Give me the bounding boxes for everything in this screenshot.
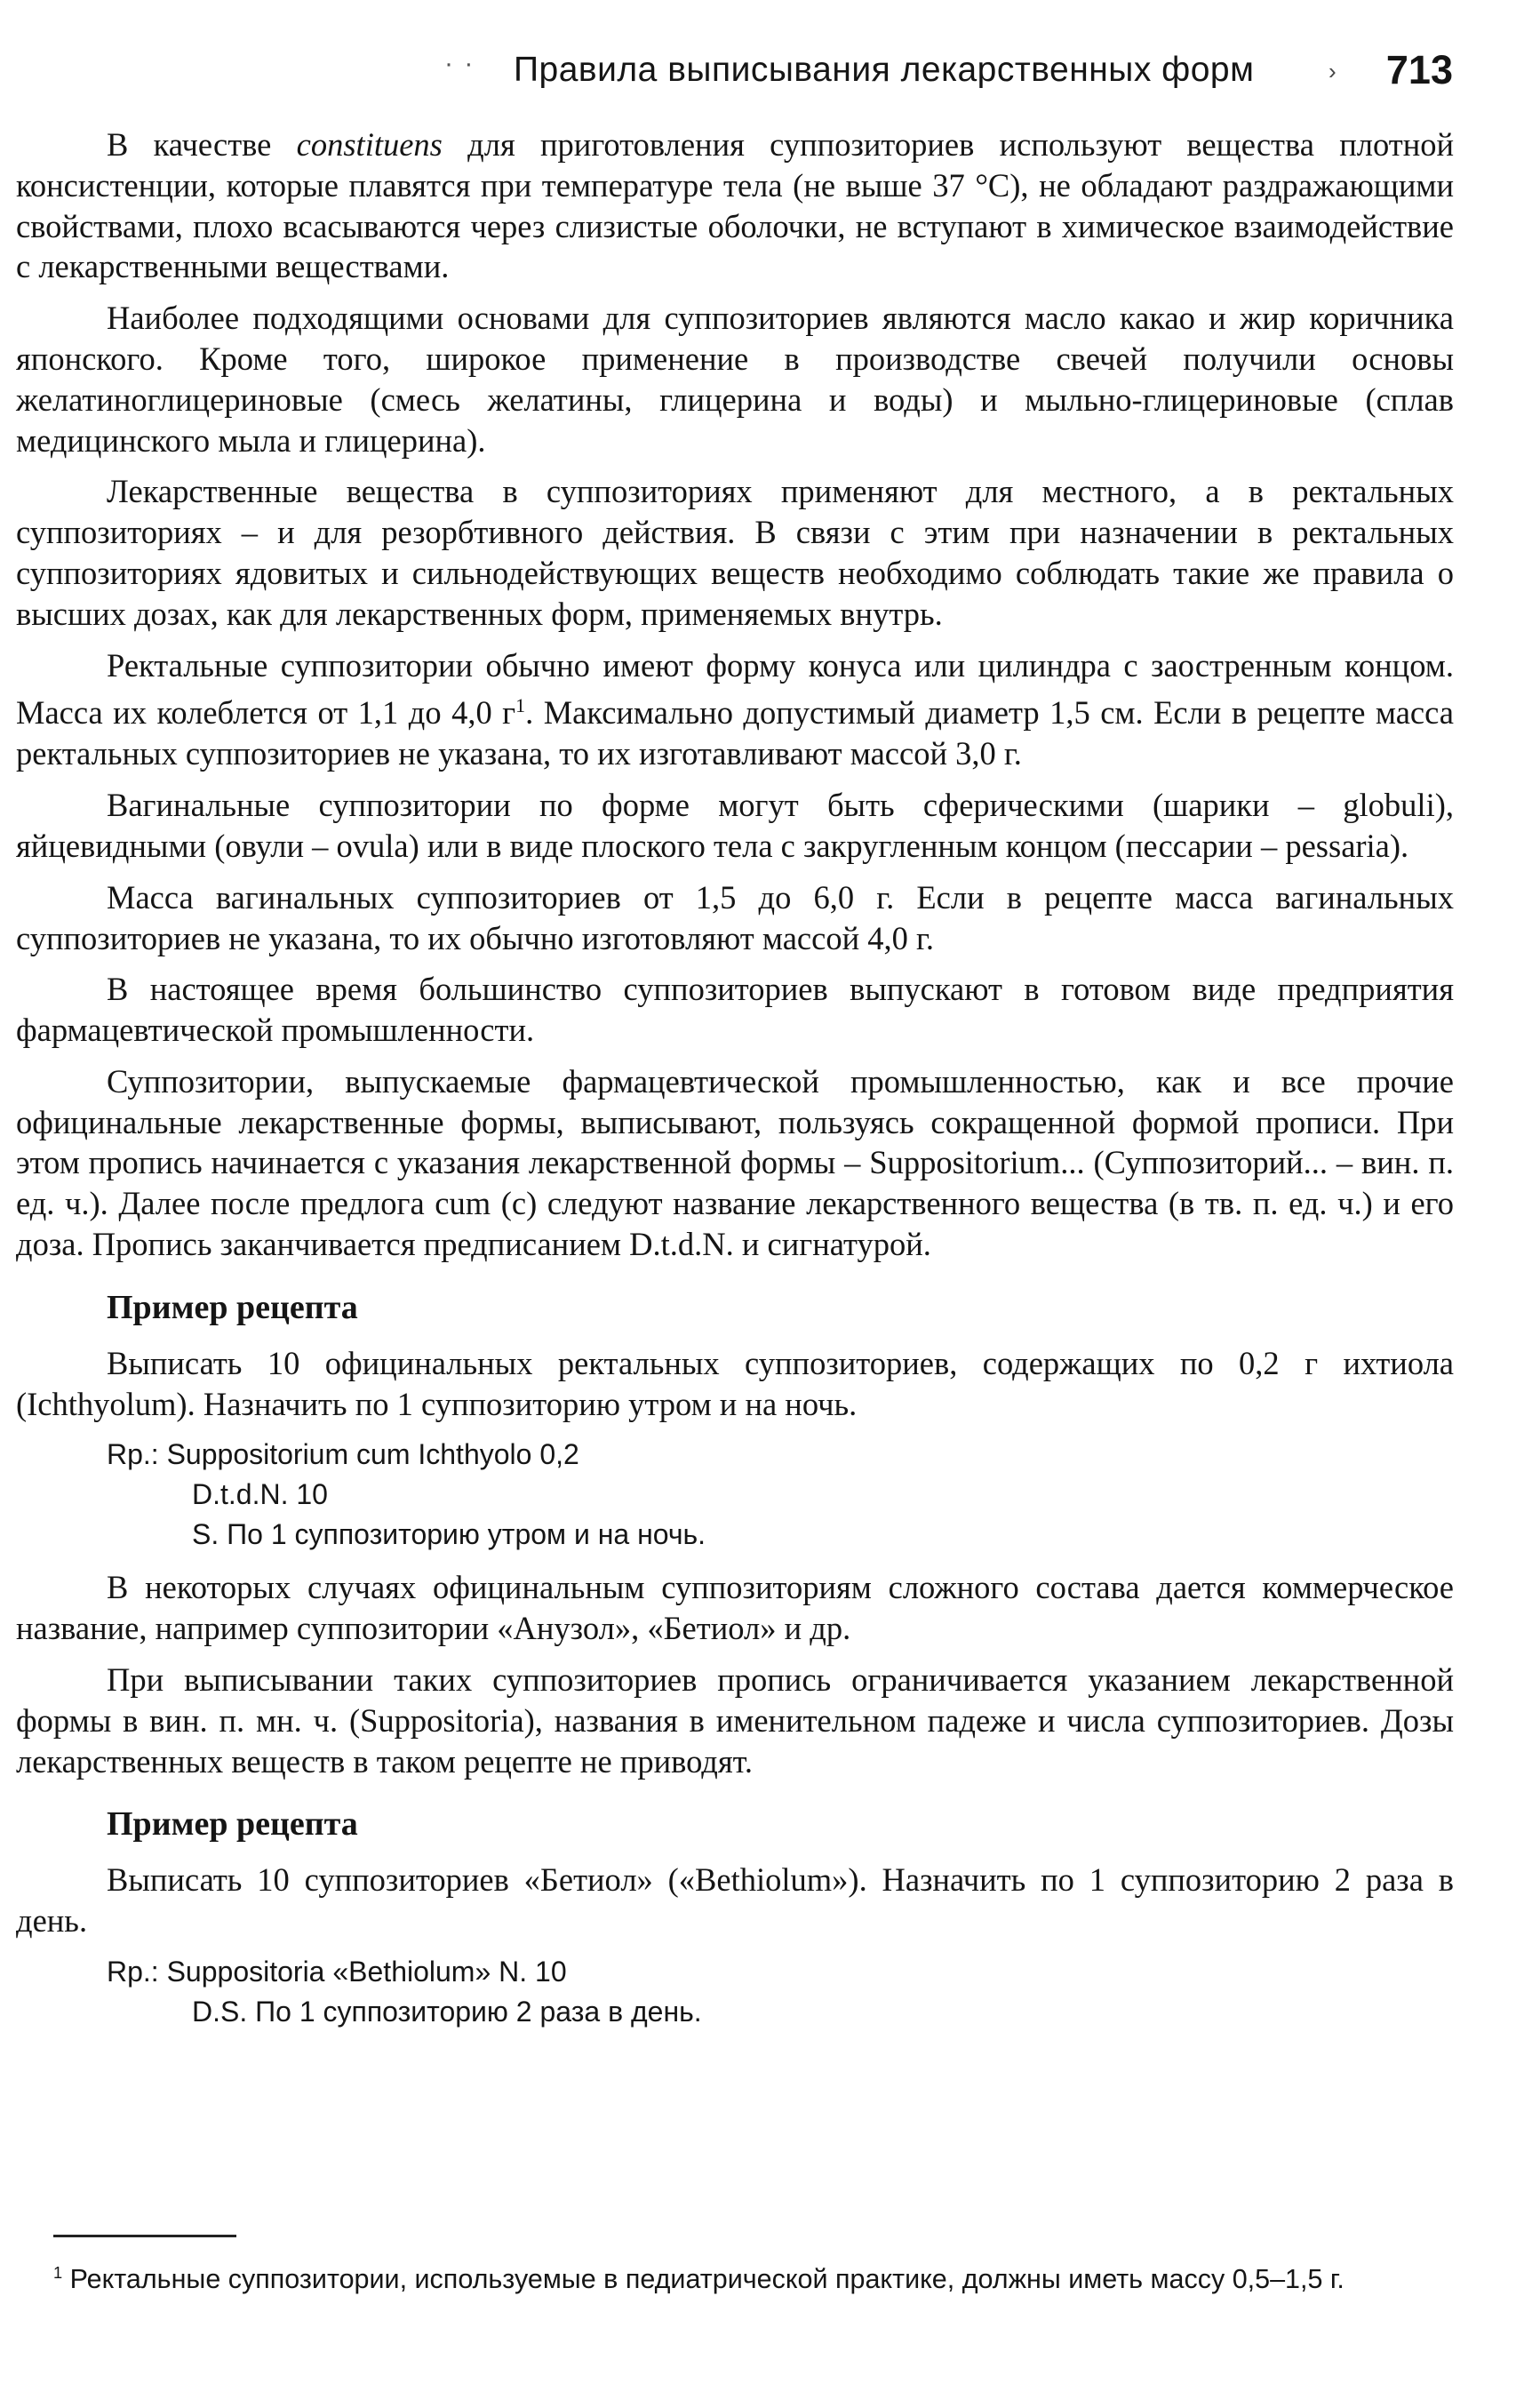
example-heading-1: Пример рецепта (107, 1288, 358, 1326)
recipe-line: D.S. По 1 суппозиторию 2 раза в день. (192, 1996, 702, 2028)
page-number: 713 (1385, 47, 1453, 92)
paragraph-action: Лекарственные вещества в суппозиториях применяют для местного, а в ректальных суппозиториях – и для резорбтивного действия. В связи с этим при назначении в ректальных суппозиториях ядовитых и сильнодействующих веществ необходимо соблюдать такие же правила о высших дозах, как для лекарственных форм, применяемых внутрь. (16, 473, 1454, 632)
recipe-1 (107, 1435, 1454, 1555)
recipe-line: Rp.: Suppositorium cum Ichthyolo 0,2 (107, 1438, 579, 1471)
paragraph-text: . Максимально допустимый диаметр 1,5 см. Если в рецепте масса ректальных суппозиториев не указана, то их изготавливают массой 3,0 г. (16, 694, 1454, 772)
paragraph-bases: Наиболее подходящими основами для суппозиториев являются масло какао и жир коричника японского. Кроме того, широкое применение в производстве свечей получили основы желатиноглицериновые (смесь желатины, глицерина и воды) и мыльно-глицериновые (сплав медицинского мыла и глицерина). (16, 300, 1454, 459)
paragraph-text: для приготовления суппозиториев используют вещества плотной консистенции, которые плавятся при температуре тела (не выше 37 °C), не обладают раздражающими свойствами, плохо всасываются через слизистые оболочки, не вступают в химическое взаимодействие с лекарственными веществами. (16, 126, 1455, 285)
footnote-divider (53, 2235, 236, 2237)
latin-term: constituens (296, 126, 443, 163)
recipe-line: S. По 1 суппозиторию утром и на ночь. (192, 1518, 706, 1551)
page-header (444, 49, 1453, 102)
paragraph-example-2-task: Выписать 10 суппозиториев «Бетиол» («Bethiolum»). Назначить по 1 суппозиторию 2 раза в день. (16, 1861, 1454, 1940)
paragraph-text: В качестве (107, 126, 297, 163)
paragraph-commercial-prescription: При выписывании таких суппозиториев пропись ограничивается указанием лекарственной формы в вин. п. мн. ч. (Suppositoria), названия в именительном падеже и числа суппозиториев. Дозы лекарственных веществ в таком рецепте не приводят. (16, 1661, 1454, 1780)
footnote-reference: 1 (515, 694, 526, 717)
paragraph-commercial-names: В некоторых случаях официнальным суппозиториям сложного состава дается коммерческое название, например суппозитории «Анузол», «Бетиол» и др. (16, 1569, 1454, 1647)
paragraph-prescription-form: Суппозитории, выпускаемые фармацевтической промышленностью, как и все прочие официнальные лекарственные формы, выписывают, пользуясь сокращенной формой прописи. При этом пропись начинается с указания лекарственной формы – Suppositorium... (Суппозиторий... – вин. п. ед. ч.). Далее после предлога cum (с) следуют название лекарственного вещества (в тв. п. ед. ч.) и его доза. Пропись заканчивается предписанием D.t.d.N. и сигнатурой. (16, 1062, 1454, 1263)
footnote-text: Ректальные суппозитории, используемые в педиатрической практике, должны иметь массу 0,5–1,5 г. (62, 2264, 1345, 2295)
recipe-line: Rp.: Suppositoria «Bethiolum» N. 10 (107, 1956, 567, 1988)
paragraph-example-1-task: Выписать 10 официнальных ректальных суппозиториев, содержащих по 0,2 г ихтиола (Ichthyolum). Назначить по 1 суппозиторию утром и на ночь. (16, 1344, 1454, 1422)
paragraph-text: Ректальные суппозитории обычно имеют форму конуса или цилиндра с заостренным концом. Масса их колеблется от 1,1 до 4,0 г (16, 646, 1454, 732)
header-ornament: · · (444, 49, 475, 78)
paragraph-vaginal-mass: Масса вагинальных суппозиториев от 1,5 до 6,0 г. Если в рецепте масса вагинальных суппозиториев не указана, то их обычно изготовляют массой 4,0 г. (16, 878, 1454, 956)
footnote-marker: 1 (53, 2263, 63, 2282)
paragraph-rectal (16, 645, 1454, 775)
footnote (53, 2253, 1464, 2299)
recipe-2 (107, 1952, 1454, 2032)
paragraph-constituens (16, 124, 1454, 287)
example-heading-2: Пример рецепта (107, 1805, 358, 1844)
running-title: Правила выписывания лекарственных форм (514, 51, 1255, 89)
page-body (16, 124, 1454, 2044)
header-arrow-mark: › (1329, 58, 1337, 84)
recipe-line: D.t.d.N. 10 (192, 1478, 328, 1511)
paragraph-vaginal-shape: Вагинальные суппозитории по форме могут быть сферическими (шарики – globuli), яйцевидными (овули – ovula) или в виде плоского тела с закругленным концом (пессарии – pessaria). (16, 787, 1454, 864)
paragraph-industrial: В настоящее время большинство суппозиториев выпускают в готовом виде предприятия фармацевтической промышленности. (16, 971, 1454, 1049)
